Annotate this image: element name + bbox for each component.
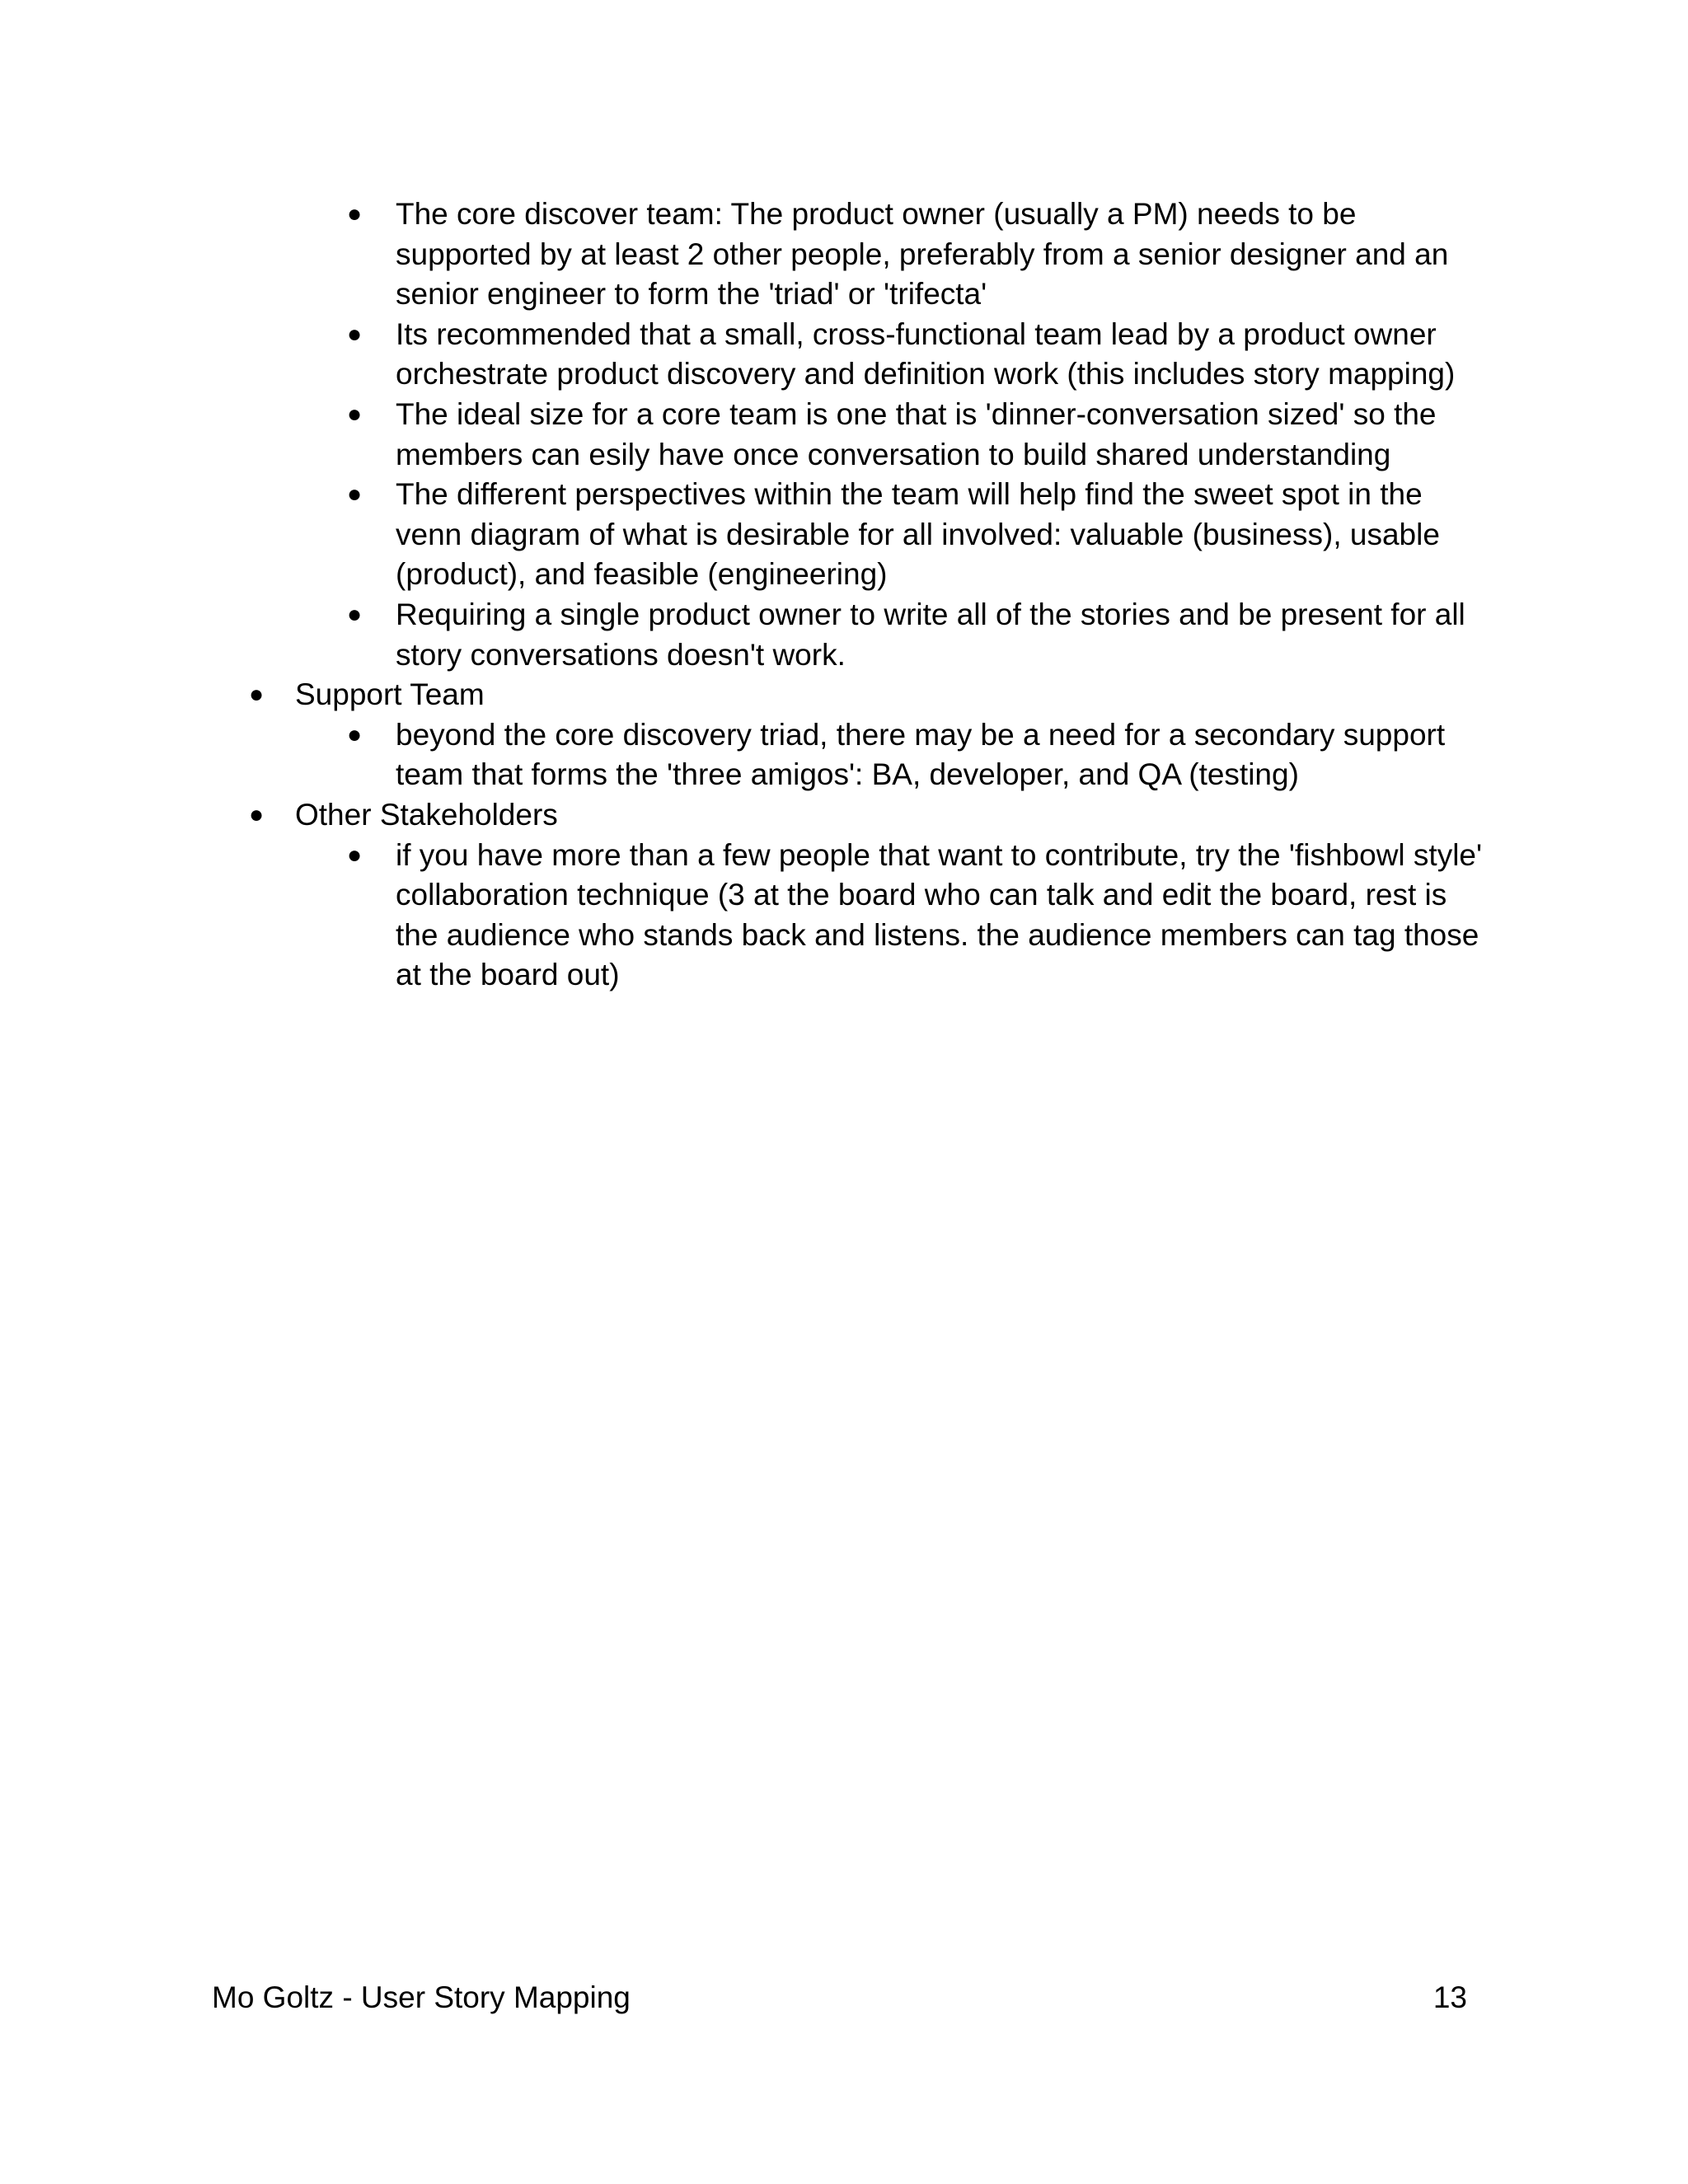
list-item-text-line: senior engineer to form the 'triad' or 'trifecta' bbox=[396, 277, 987, 312]
list-item-level-2 bbox=[0, 836, 1688, 996]
bullet-icon: ● bbox=[347, 720, 363, 748]
list-item-text-line: if you have more than a few people that want to contribute, try the 'fishbowl style' bbox=[396, 837, 1483, 872]
list-item-text-line: team that forms the 'three amigos': BA, developer, and QA (testing) bbox=[396, 757, 1299, 792]
bullet-icon: ● bbox=[249, 800, 265, 828]
bulleted-list bbox=[0, 194, 1688, 996]
list-item-text-line: members can esily have once conversation to build shared understanding bbox=[396, 437, 1391, 471]
list-item-level-2 bbox=[0, 595, 1688, 675]
list-item-text-line: Its recommended that a small, cross-functional team lead by a product owner bbox=[396, 316, 1437, 351]
list-item-level-2 bbox=[0, 715, 1688, 795]
list-item-text-line: beyond the core discovery triad, there may be a need for a secondary support bbox=[396, 717, 1446, 752]
list-item-text-line: supported by at least 2 other people, preferably from a senior designer and an bbox=[396, 237, 1449, 271]
list-item-text-line: Other Stakeholders bbox=[295, 797, 558, 832]
bullet-icon: ● bbox=[347, 320, 363, 348]
list-item-level-2 bbox=[0, 194, 1688, 315]
list-item-text-line: The ideal size for a core team is one that is 'dinner-conversation sized' so the bbox=[396, 396, 1437, 431]
footer-title: Mo Goltz - User Story Mapping bbox=[212, 1980, 631, 2014]
list-item-level-2 bbox=[0, 475, 1688, 595]
list-item-text-line: The core discover team: The product owner (usually a PM) needs to be bbox=[396, 197, 1357, 231]
bullet-icon: ● bbox=[347, 400, 363, 428]
list-item-level-2 bbox=[0, 395, 1688, 475]
list-item-text-line: the audience who stands back and listens. the audience members can tag those bbox=[396, 917, 1479, 952]
list-item-text-line: Requiring a single product owner to write all of the stories and be present for all bbox=[396, 597, 1465, 631]
list-item-text-line: The different perspectives within the team will help find the sweet spot in the bbox=[396, 477, 1423, 512]
list-item-text-line: orchestrate product discovery and definition work (this includes story mapping) bbox=[396, 357, 1456, 391]
page-number: 13 bbox=[1432, 1980, 1467, 2014]
bullet-icon: ● bbox=[249, 681, 265, 709]
bullet-icon: ● bbox=[347, 841, 363, 869]
list-item-level-1 bbox=[0, 795, 1688, 836]
bullet-icon: ● bbox=[347, 600, 363, 628]
bullet-icon: ● bbox=[347, 480, 363, 509]
list-item-text-line: venn diagram of what is desirable for all involved: valuable (business), usable bbox=[396, 517, 1440, 551]
list-item-level-2 bbox=[0, 315, 1688, 395]
list-item-text-line: collaboration technique (3 at the board who can talk and edit the board, rest is bbox=[396, 878, 1447, 912]
list-item-text-line: story conversations doesn't work. bbox=[396, 637, 846, 672]
list-item-text-line: Support Team bbox=[295, 677, 485, 712]
list-item-text-line: (product), and feasible (engineering) bbox=[396, 557, 888, 592]
list-item-text-line: at the board out) bbox=[396, 958, 620, 992]
list-item-level-1 bbox=[0, 675, 1688, 715]
bullet-icon: ● bbox=[347, 200, 363, 227]
